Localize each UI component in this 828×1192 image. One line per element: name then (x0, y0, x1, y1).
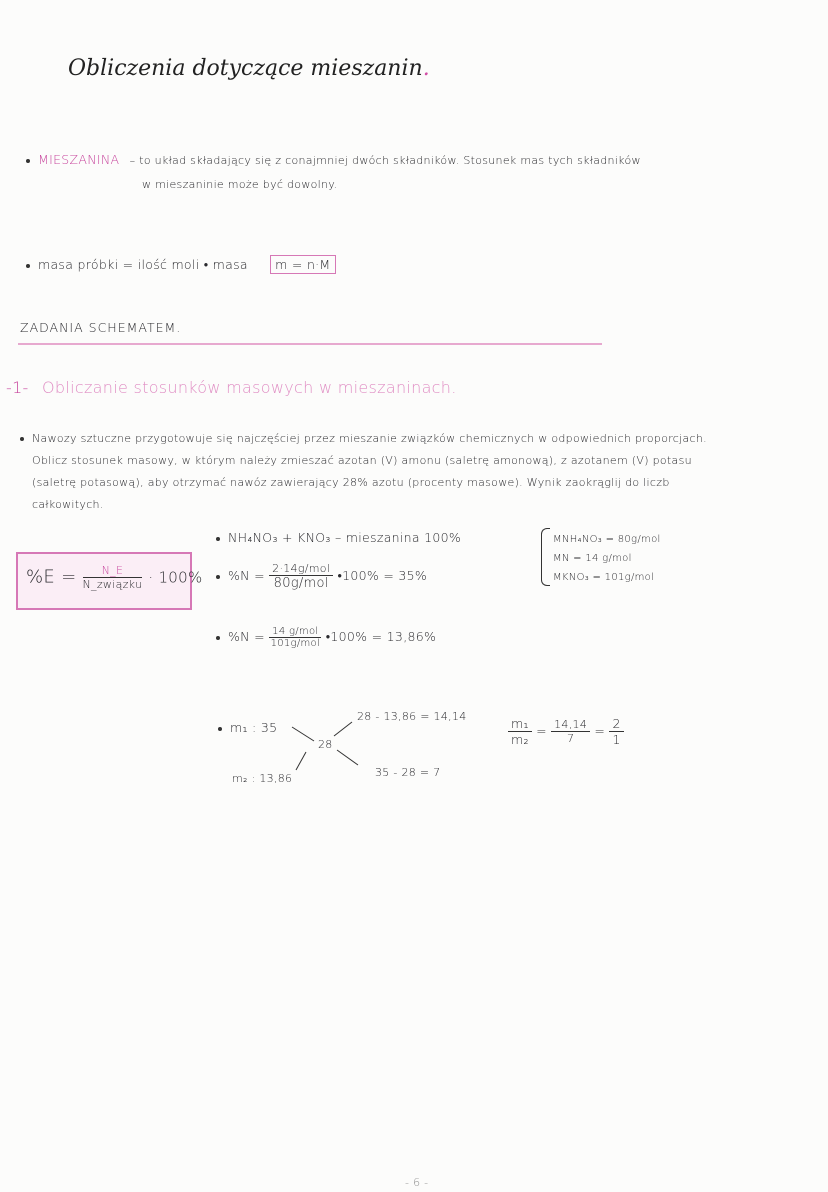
task-line: całkowitych. (32, 498, 104, 511)
ratio-mid-num: 14,14 (551, 718, 590, 732)
formula-denominator: N_związku (82, 578, 143, 591)
cross-top-right: 28 - 13,86 = 14,14 (357, 710, 467, 723)
task-line: Nawozy sztuczne przygotowuje się najczęściej przez mieszanie związków chemicznych w odpowiednich proporcjach. (32, 432, 707, 445)
cross-m2: m₂ : 13,86 (232, 772, 293, 785)
task-number: -1- (6, 378, 29, 397)
section-heading: ZADANIA SCHEMATEM. (20, 320, 182, 335)
calc-numerator: 2·14g/mol (269, 562, 333, 576)
formula-lhs: %E = (26, 566, 77, 588)
task-title: Obliczanie stosunków masowych w mieszaninach. (42, 378, 457, 397)
formula-numerator: N_E (83, 564, 143, 578)
m1-value: m₁ : 35 (230, 720, 278, 735)
definition-term: MIESZANINA (38, 152, 120, 167)
mass-text: masa próbki = ilość moli • masa (38, 257, 248, 272)
calc-result: •100% = 13,86% (325, 629, 437, 644)
ratio: $\frac{\text{m₁}}{\text{m₂}}$ = $\frac{14,14}{7}$ = $\frac{2}{1}$ (508, 716, 624, 747)
ratio-m1: m₁ (508, 716, 532, 732)
calc-lhs: %N = (228, 629, 265, 644)
page-number: - 6 - (405, 1176, 429, 1189)
molar-mass: MN = 14 g/mol (553, 553, 632, 564)
calc-denominator: 101g/mol (270, 638, 321, 649)
bullet-icon (218, 727, 222, 731)
ratio-result-num: 2 (609, 716, 623, 732)
cross-m1 (218, 720, 277, 735)
formula-rhs: · 100% (148, 568, 203, 587)
page-title: Obliczenia dotyczące mieszanin. (68, 56, 430, 81)
cross-center: 28 (318, 738, 333, 751)
mass-formula-box: m = n·M (270, 255, 335, 274)
calc-numerator: 14 g/mol (269, 626, 321, 638)
molar-mass: MNH₄NO₃ = 80g/mol (553, 534, 661, 545)
cross-bottom-right: 35 - 28 = 7 (375, 766, 441, 779)
task-line: (saletrę potasową), aby otrzymać nawóz zawierający 28% azotu (procenty masowe). Wynik zaokrąglij do liczb (32, 476, 670, 489)
calc-denominator: 80g/mol (273, 576, 329, 591)
ratio-m2: m₂ (511, 732, 529, 747)
mixture-text: NH₄NO₃ + KNO₃ – mieszanina 100% (228, 530, 462, 545)
molar-mass: MKNO₃ = 101g/mol (553, 572, 655, 583)
ratio-mid-den: 7 (566, 732, 575, 745)
calc-result: •100% = 35% (337, 568, 428, 583)
calc-lhs: %N = (228, 568, 265, 583)
task-line: Oblicz stosunek masowy, w którym należy zmieszać azotan (V) amonu (saletrę amonową), z azotanem (V) potasu (32, 454, 692, 467)
ratio-result-den: 1 (612, 732, 621, 747)
definition-text: – to układ składający się z conajmniej dwóch składników. Stosunek mas tych składników (129, 154, 641, 167)
definition-line-2: w mieszaninie może być dowolny. (142, 178, 338, 191)
